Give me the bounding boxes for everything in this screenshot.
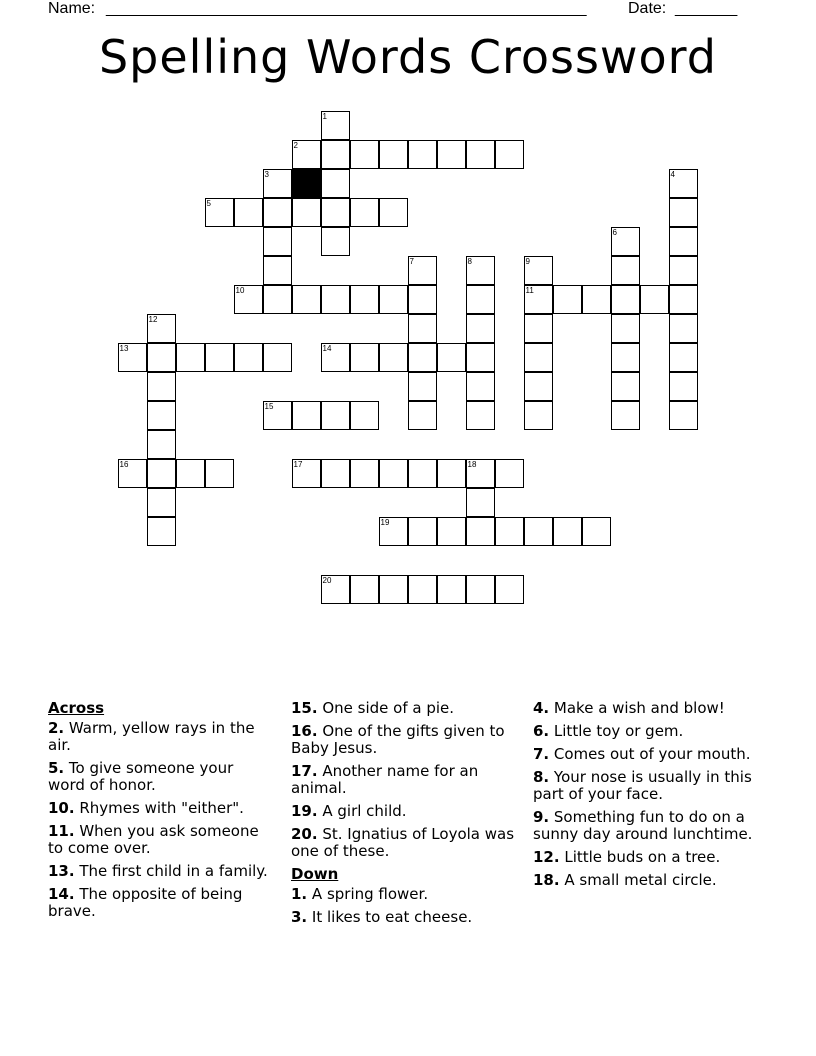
answer-cell[interactable] [524,256,553,285]
clue-number: 4. [533,699,550,717]
clue-text: When you ask someone to come over. [48,822,259,857]
answer-cell[interactable] [350,198,379,227]
clue-item [48,800,273,817]
answer-cell[interactable] [466,401,495,430]
cell-number: 3 [264,170,269,179]
answer-cell[interactable] [466,314,495,343]
name-field[interactable]: ______________________________________________________ [106,0,587,17]
clue-text: One of the gifts given to Baby Jesus. [291,722,505,757]
answer-cell[interactable] [147,517,176,546]
answer-cell[interactable] [379,517,408,546]
answer-cell[interactable] [524,343,553,372]
answer-cell[interactable] [640,285,669,314]
answer-cell[interactable] [379,575,408,604]
clue-text: A spring flower. [307,885,429,903]
clue-text: A girl child. [317,802,407,820]
answer-cell[interactable] [379,459,408,488]
clue-item [291,909,516,926]
clue-number: 15. [291,699,318,717]
answer-cell[interactable] [147,488,176,517]
answer-cell[interactable] [524,372,553,401]
answer-cell[interactable] [408,140,437,169]
answer-cell[interactable] [350,285,379,314]
answer-cell[interactable] [669,372,698,401]
clue-text: The first child in a family. [74,862,268,880]
clue-item [291,886,516,903]
answer-cell[interactable] [263,198,292,227]
answer-cell[interactable] [495,459,524,488]
clue-item [533,746,758,763]
answer-cell[interactable] [669,285,698,314]
answer-cell[interactable] [292,198,321,227]
answer-cell[interactable] [466,517,495,546]
answer-cell[interactable] [408,401,437,430]
answer-cell[interactable] [321,227,350,256]
cell-number: 13 [119,344,129,353]
cell-number: 9 [525,257,530,266]
answer-cell[interactable] [524,401,553,430]
answer-cell[interactable] [611,372,640,401]
page-title: Spelling Words Crossword [98,30,717,84]
answer-cell[interactable] [118,343,147,372]
answer-cell[interactable] [669,227,698,256]
clue-text: Little toy or gem. [549,722,684,740]
clue-item [533,700,758,717]
cell-number: 11 [525,286,534,295]
clue-item [291,700,516,717]
answer-cell[interactable] [466,256,495,285]
answer-cell[interactable] [466,575,495,604]
cell-number: 10 [235,286,245,295]
answer-cell[interactable] [669,256,698,285]
clue-item [533,769,758,803]
cell-number: 1 [322,112,327,121]
answer-cell[interactable] [408,285,437,314]
clue-number: 9. [533,808,550,826]
clue-number: 6. [533,722,550,740]
clue-item [291,826,516,860]
answer-cell[interactable] [263,401,292,430]
answer-cell[interactable] [263,285,292,314]
clue-text: Little buds on a tree. [559,848,721,866]
answer-cell[interactable] [321,198,350,227]
answer-cell[interactable] [147,343,176,372]
answer-cell[interactable] [234,198,263,227]
cell-number: 14 [322,344,332,353]
cell-number: 18 [467,460,477,469]
across-heading: Across [48,699,105,717]
cell-number: 5 [206,199,211,208]
cell-number: 2 [293,141,298,150]
answer-cell[interactable] [147,401,176,430]
answer-cell[interactable] [350,140,379,169]
answer-cell[interactable] [350,575,379,604]
answer-cell[interactable] [147,459,176,488]
clue-item [291,763,516,797]
answer-cell[interactable] [379,343,408,372]
clue-item [48,760,273,794]
answer-cell[interactable] [669,198,698,227]
answer-cell[interactable] [669,401,698,430]
clue-number: 3. [291,908,308,926]
answer-cell[interactable] [321,343,350,372]
clue-number: 11. [48,822,75,840]
answer-cell[interactable] [350,343,379,372]
answer-cell[interactable] [669,343,698,372]
answer-cell[interactable] [379,285,408,314]
answer-cell[interactable] [466,285,495,314]
answer-cell[interactable] [234,285,263,314]
answer-cell[interactable] [263,256,292,285]
answer-cell[interactable] [408,517,437,546]
answer-cell[interactable] [321,140,350,169]
clue-number: 10. [48,799,75,817]
name-label: Name: [48,0,96,17]
clue-number: 13. [48,862,75,880]
clue-number: 7. [533,745,550,763]
answer-cell[interactable] [466,343,495,372]
answer-cell[interactable] [234,343,263,372]
clue-number: 20. [291,825,318,843]
answer-cell[interactable] [321,285,350,314]
clue-item [291,723,516,757]
answer-cell[interactable] [263,227,292,256]
cell-number: 17 [293,460,303,469]
clue-text: To give someone your word of honor. [48,759,234,794]
answer-cell[interactable] [408,256,437,285]
answer-cell[interactable] [321,459,350,488]
clue-item [291,803,516,820]
answer-cell[interactable] [292,459,321,488]
cell-number: 15 [264,402,274,411]
answer-cell[interactable] [321,575,350,604]
black-square [292,169,321,198]
answer-cell[interactable] [321,169,350,198]
clue-number: 2. [48,719,65,737]
clue-number: 17. [291,762,318,780]
clue-number: 5. [48,759,65,777]
answer-cell[interactable] [408,372,437,401]
clue-number: 16. [291,722,318,740]
cell-number: 8 [467,257,472,266]
answer-cell[interactable] [437,140,466,169]
answer-cell[interactable] [582,285,611,314]
answer-cell[interactable] [524,285,553,314]
answer-cell[interactable] [437,517,466,546]
clue-number: 1. [291,885,308,903]
answer-cell[interactable] [408,343,437,372]
answer-cell[interactable] [611,314,640,343]
answer-cell[interactable] [466,488,495,517]
answer-cell[interactable] [176,343,205,372]
clue-number: 18. [533,871,560,889]
answer-cell[interactable] [669,169,698,198]
clues-column-2 [291,700,516,932]
answer-cell[interactable] [292,401,321,430]
answer-cell[interactable] [611,343,640,372]
clue-number: 12. [533,848,560,866]
clue-item [48,823,273,857]
clue-text: Something fun to do on a sunny day around lunchtime. [533,808,753,843]
answer-cell[interactable] [437,575,466,604]
date-field[interactable]: _______ [675,0,738,17]
answer-cell[interactable] [350,401,379,430]
answer-cell[interactable] [263,169,292,198]
answer-cell[interactable] [408,314,437,343]
clue-text: St. Ignatius of Loyola was one of these. [291,825,515,860]
clue-text: Your nose is usually in this part of your face. [533,768,752,803]
answer-cell[interactable] [495,517,524,546]
answer-cell[interactable] [611,401,640,430]
answer-cell[interactable] [524,517,553,546]
clue-text: The opposite of being brave. [48,885,243,920]
answer-cell[interactable] [176,459,205,488]
clue-text: Warm, yellow rays in the air. [48,719,255,754]
clue-number: 14. [48,885,75,903]
clue-item [48,886,273,920]
answer-cell[interactable] [437,459,466,488]
clue-item [533,809,758,843]
answer-cell[interactable] [321,111,350,140]
clue-text: It likes to eat cheese. [307,908,473,926]
answer-cell[interactable] [466,140,495,169]
cell-number: 20 [322,576,332,585]
answer-cell[interactable] [205,198,234,227]
clue-item [533,723,758,740]
answer-cell[interactable] [408,575,437,604]
answer-cell[interactable] [263,343,292,372]
answer-cell[interactable] [118,459,147,488]
down-heading: Down [291,865,339,883]
answer-cell[interactable] [205,343,234,372]
clue-text: A small metal circle. [559,871,717,889]
answer-cell[interactable] [205,459,234,488]
answer-cell[interactable] [669,314,698,343]
cell-number: 12 [148,315,158,324]
clue-item [533,849,758,866]
answer-cell[interactable] [611,285,640,314]
answer-cell[interactable] [408,459,437,488]
cell-number: 6 [612,228,617,237]
answer-cell[interactable] [350,459,379,488]
clue-item [48,720,273,754]
clues-column-1 [48,700,273,926]
answer-cell[interactable] [147,314,176,343]
answer-cell[interactable] [379,140,408,169]
clue-number: 19. [291,802,318,820]
answer-cell[interactable] [466,372,495,401]
cell-number: 19 [380,518,390,527]
clue-text: Rhymes with "either". [74,799,244,817]
clue-number: 8. [533,768,550,786]
answer-cell[interactable] [292,140,321,169]
answer-cell[interactable] [524,314,553,343]
answer-cell[interactable] [292,285,321,314]
answer-cell[interactable] [495,140,524,169]
answer-cell[interactable] [147,430,176,459]
clue-item [533,872,758,889]
answer-cell[interactable] [321,401,350,430]
answer-cell[interactable] [553,285,582,314]
answer-cell[interactable] [611,256,640,285]
answer-cell[interactable] [495,575,524,604]
answer-cell[interactable] [379,198,408,227]
clues-column-3 [533,700,758,895]
cell-number: 16 [119,460,129,469]
answer-cell[interactable] [466,459,495,488]
answer-cell[interactable] [582,517,611,546]
date-label: Date: [628,0,667,17]
clue-text: Comes out of your mouth. [549,745,751,763]
clue-item [48,863,273,880]
answer-cell[interactable] [553,517,582,546]
answer-cell[interactable] [437,343,466,372]
clue-text: Make a wish and blow! [549,699,725,717]
cell-number: 4 [670,170,675,179]
clue-text: One side of a pie. [317,699,455,717]
answer-cell[interactable] [611,227,640,256]
answer-cell[interactable] [147,372,176,401]
cell-number: 7 [409,257,414,266]
clue-text: Another name for an animal. [291,762,479,797]
